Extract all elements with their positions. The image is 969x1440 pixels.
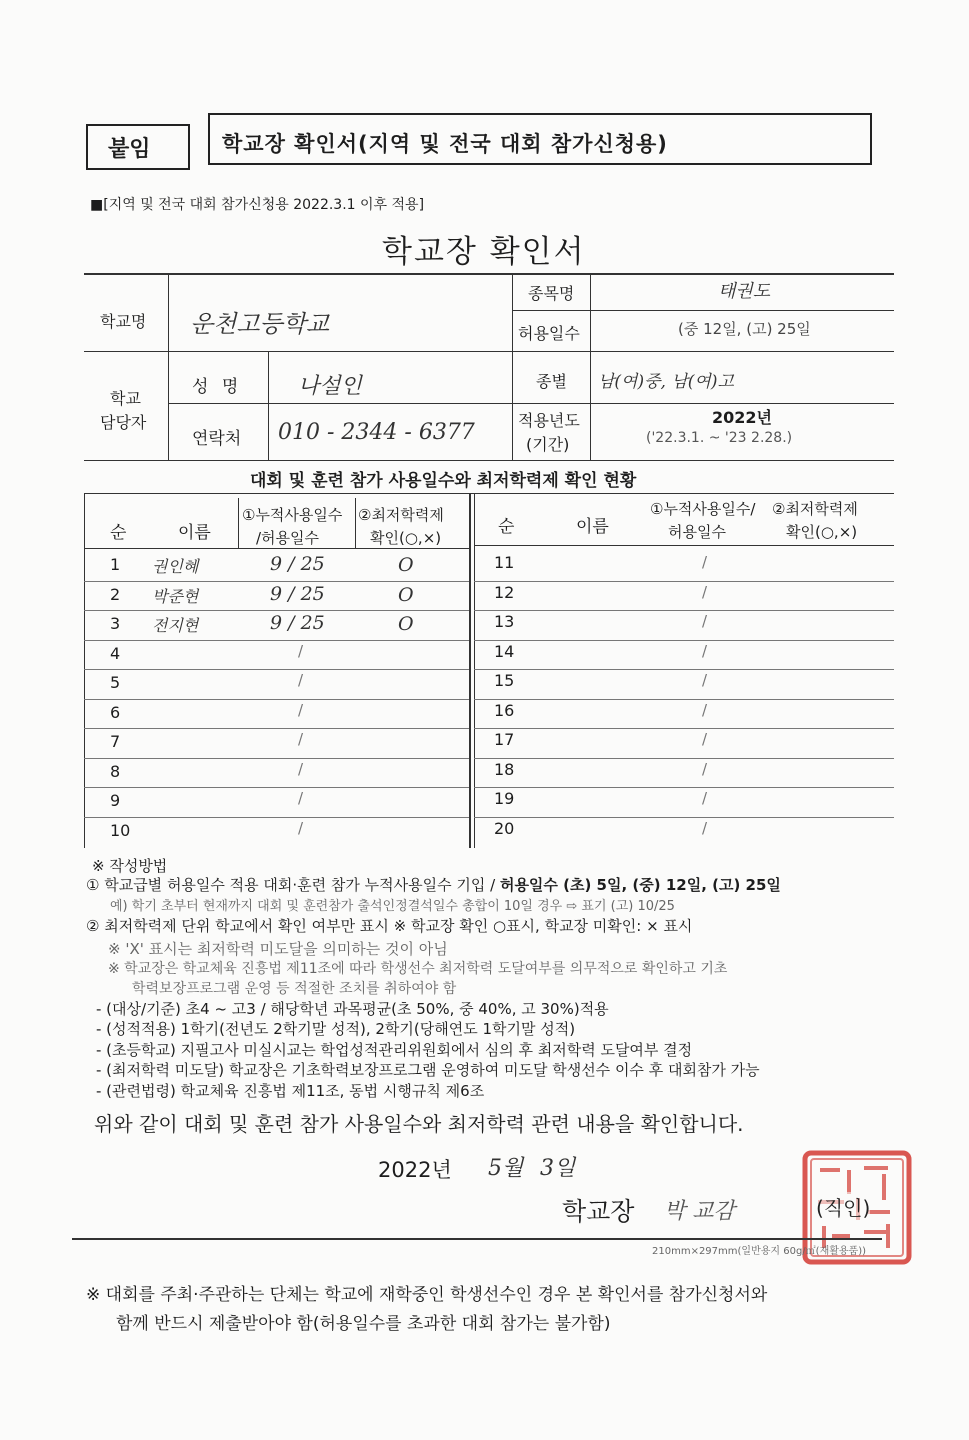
row-days: / xyxy=(298,818,304,837)
header-grade-right-2: 확인(○,×) xyxy=(786,523,858,541)
row-no: 19 xyxy=(494,789,515,808)
header-grade-left-2: 확인(○,×) xyxy=(370,529,442,547)
principal-name: 박 교감 xyxy=(664,1199,735,1224)
instruction-line-6: 학력보장프로그램 운영 등 적절한 조치를 취하여야 함 xyxy=(132,981,457,997)
allowed-days-label: 허용일수 xyxy=(518,324,580,343)
row-no: 8 xyxy=(110,761,121,781)
row-grade: O xyxy=(398,583,414,606)
paper-spec: 210mm×297mm(일반용지 60g/㎡(재활용품)) xyxy=(652,1246,867,1257)
year-label-2: (기간) xyxy=(526,435,570,454)
row-line xyxy=(474,669,894,670)
row-no: 9 xyxy=(110,791,121,810)
row-line xyxy=(474,699,894,700)
header-name-right: 이름 xyxy=(576,517,609,537)
main-title: 학교장 확인서 xyxy=(382,234,586,270)
row-days: / xyxy=(702,612,708,630)
name-value: 나설인 xyxy=(298,374,362,399)
gender-label: 종별 xyxy=(536,372,567,391)
header-days-right-2: 허용일수 xyxy=(668,523,726,541)
instruction-line-8: - (성적적용) 1학기(전년도 2학기말 성적), 2학기(당해연도 1학기말 성적) xyxy=(96,1020,576,1038)
instruction-line-4: ※ 'X' 표시는 최저학력 미도달을 의미하는 것이 아님 xyxy=(108,940,448,958)
contact-label: 연락처 xyxy=(192,429,242,449)
row-grade: O xyxy=(398,554,414,576)
row-line xyxy=(84,758,469,759)
row-no: 16 xyxy=(494,700,515,720)
row-line xyxy=(84,581,469,582)
period-value: ('22.3.1. ~ '23 2.28.) xyxy=(646,430,793,446)
info-top-line xyxy=(84,273,894,275)
table-vline-middle-a xyxy=(469,493,471,848)
row-line xyxy=(84,669,469,670)
info-line-a xyxy=(512,310,894,311)
info-line-c xyxy=(168,403,894,404)
row-days: / xyxy=(702,553,708,571)
info-vline-4 xyxy=(590,273,591,460)
row-days: 9 / 25 xyxy=(270,553,325,575)
row-no: 12 xyxy=(494,582,515,602)
row-no: 14 xyxy=(494,641,515,661)
table-header-line-right xyxy=(474,545,894,546)
school-value: 운천고등학교 xyxy=(190,310,330,338)
row-line xyxy=(474,758,894,759)
row-no: 3 xyxy=(110,614,121,633)
header-name-left: 이름 xyxy=(178,523,211,543)
row-days: / xyxy=(702,730,708,748)
row-days: / xyxy=(702,759,708,778)
row-line xyxy=(474,817,894,818)
form-title: 학교장 확인서(지역 및 전국 대회 참가신청용) xyxy=(222,132,668,156)
instruction-line-7: - (대상/기준) 초4 ~ 고3 / 해당학년 과목평균(초 50%, 중 40%, 고 30%)적용 xyxy=(96,1000,609,1018)
instruction-line-3: ② 최저학력제 단위 학교에서 확인 여부만 표시 ※ 학교장 확인 ○표시, 학교장 미확인: × 표시 xyxy=(86,917,693,935)
table-vline-left-3 xyxy=(355,498,356,548)
manager-label-2: 담당자 xyxy=(100,413,147,432)
sport-value: 태권도 xyxy=(718,281,771,302)
row-days: / xyxy=(298,759,304,778)
row-days: / xyxy=(702,641,708,660)
row-days: / xyxy=(298,730,304,748)
row-days: / xyxy=(702,700,708,719)
year-value: 2022년 xyxy=(712,408,772,427)
stamp-label: (직인) xyxy=(816,1192,870,1221)
date-year: 2022년 xyxy=(378,1158,452,1182)
header-grade-right-1: ②최저학력제 xyxy=(772,500,858,518)
table-header-line-left xyxy=(84,548,469,549)
header-days-right-1: ①누적사용일수/ xyxy=(650,500,756,518)
confirm-statement: 위와 같이 대회 및 훈련 참가 사용일수와 최저학력 관련 내용을 확인합니다. xyxy=(94,1112,744,1136)
row-line xyxy=(474,581,894,582)
instruction-line-1-b: 허용일수 (초) 5일, (중) 12일, (고) 25일 xyxy=(499,876,781,894)
subnote: ■[지역 및 전국 대회 참가신청용 2022.3.1 이후 적용] xyxy=(90,197,425,213)
manager-label-1: 학교 xyxy=(110,389,141,408)
row-no: 7 xyxy=(110,732,121,751)
table-title: 대회 및 훈련 참가 사용일수와 최저학력제 확인 현황 xyxy=(250,471,637,491)
row-name: 권인혜 xyxy=(152,557,199,576)
row-days: / xyxy=(702,789,708,807)
instruction-line-1-a: ① 학교급별 허용일수 적용 대회·훈련 참가 누적사용일수 기입 / xyxy=(86,876,500,894)
row-no: 11 xyxy=(494,553,515,572)
row-no: 1 xyxy=(110,555,121,574)
instructions-heading: ※ 작성방법 xyxy=(92,857,168,875)
row-line xyxy=(474,728,894,729)
row-line xyxy=(84,787,469,788)
row-days: / xyxy=(702,671,708,689)
instruction-line-2: 예) 학기 초부터 현재까지 대회 및 훈련참가 출석인정결석일수 총합이 10일 경우 ⇨ 표기 (고) 10/25 xyxy=(110,899,675,914)
row-no: 18 xyxy=(494,759,515,779)
row-days: / xyxy=(702,582,708,601)
row-days: / xyxy=(298,700,304,719)
spec-line xyxy=(72,1238,882,1240)
attachment-label: 붙임 xyxy=(108,137,151,162)
instruction-line-9: - (초등학교) 지필고사 미실시교는 학업성적관리위원회에서 심의 후 최저학력 도달여부 결정 xyxy=(96,1041,693,1059)
allowed-days-value: (중 12일, (고) 25일 xyxy=(678,320,811,338)
row-no: 13 xyxy=(494,612,515,631)
info-line-b xyxy=(84,351,894,352)
header-days-left-2: /허용일수 xyxy=(256,529,320,547)
row-no: 4 xyxy=(110,643,121,663)
row-days: / xyxy=(298,641,304,660)
row-name: 전지현 xyxy=(152,616,199,635)
info-vline-2 xyxy=(268,351,269,460)
row-no: 2 xyxy=(110,584,121,604)
row-line xyxy=(84,699,469,700)
sport-label: 종목명 xyxy=(528,284,575,303)
row-no: 20 xyxy=(494,818,515,838)
table-top-line xyxy=(84,493,894,494)
row-days: / xyxy=(702,818,708,837)
header-grade-left-1: ②최저학력제 xyxy=(358,506,444,524)
row-line xyxy=(474,610,894,611)
name-label: 성 명 xyxy=(192,377,243,397)
instruction-line-1 xyxy=(86,874,781,895)
row-line xyxy=(84,728,469,729)
instruction-line-5: ※ 학교장은 학교체육 진흥법 제11조에 따라 학생선수 최저학력 도달여부를 의무적으로 확인하고 기초 xyxy=(108,961,728,977)
row-line xyxy=(474,787,894,788)
header-no-right: 순 xyxy=(498,517,515,537)
row-days: 9 / 25 xyxy=(270,582,325,605)
row-name: 박준현 xyxy=(152,586,199,606)
table-vline-left-2 xyxy=(238,498,239,548)
table-vline-left-edge xyxy=(84,493,85,848)
contact-value: 010 - 2344 - 6377 xyxy=(278,420,475,445)
row-no: 10 xyxy=(110,820,131,840)
row-line xyxy=(474,640,894,641)
row-line xyxy=(84,817,469,818)
footer-line-2: 함께 반드시 제출받아야 함(허용일수를 초과한 대회 참가는 불가함) xyxy=(116,1314,611,1334)
date-day: 3일 xyxy=(540,1156,576,1181)
row-no: 5 xyxy=(110,673,121,692)
row-days: / xyxy=(298,789,304,807)
row-no: 6 xyxy=(110,702,121,722)
row-line xyxy=(84,610,469,611)
row-days: 9 / 25 xyxy=(270,612,325,634)
header-days-left-1: ①누적사용일수 xyxy=(242,506,343,524)
info-vline-1 xyxy=(168,273,169,460)
principal-label: 학교장 xyxy=(562,1197,635,1226)
info-bottom-line xyxy=(84,460,894,461)
row-days: / xyxy=(298,671,304,689)
row-no: 15 xyxy=(494,671,515,690)
year-label-1: 적용년도 xyxy=(518,411,580,430)
row-grade: O xyxy=(398,613,414,635)
school-label: 학교명 xyxy=(100,312,147,331)
footer-line-1: ※ 대회를 주최·주관하는 단체는 학교에 재학중인 학생선수인 경우 본 확인서를 참가신청서와 xyxy=(86,1285,768,1305)
gender-value: 남(여)중, 남(여)고 xyxy=(598,372,734,392)
header-no-left: 순 xyxy=(110,523,127,543)
instruction-line-11: - (관련법령) 학교체육 진흥법 제11조, 동법 시행규칙 제6조 xyxy=(96,1082,485,1100)
date-month: 5월 xyxy=(488,1156,524,1181)
instruction-line-10: - (최저학력 미도달) 학교장은 기초학력보장프로그램 운영하여 미도달 학생선수 이수 후 대회참가 가능 xyxy=(96,1061,760,1079)
table-vline-middle-b xyxy=(474,493,475,848)
info-vline-3 xyxy=(512,273,513,460)
row-line xyxy=(84,640,469,641)
row-no: 17 xyxy=(494,730,515,749)
